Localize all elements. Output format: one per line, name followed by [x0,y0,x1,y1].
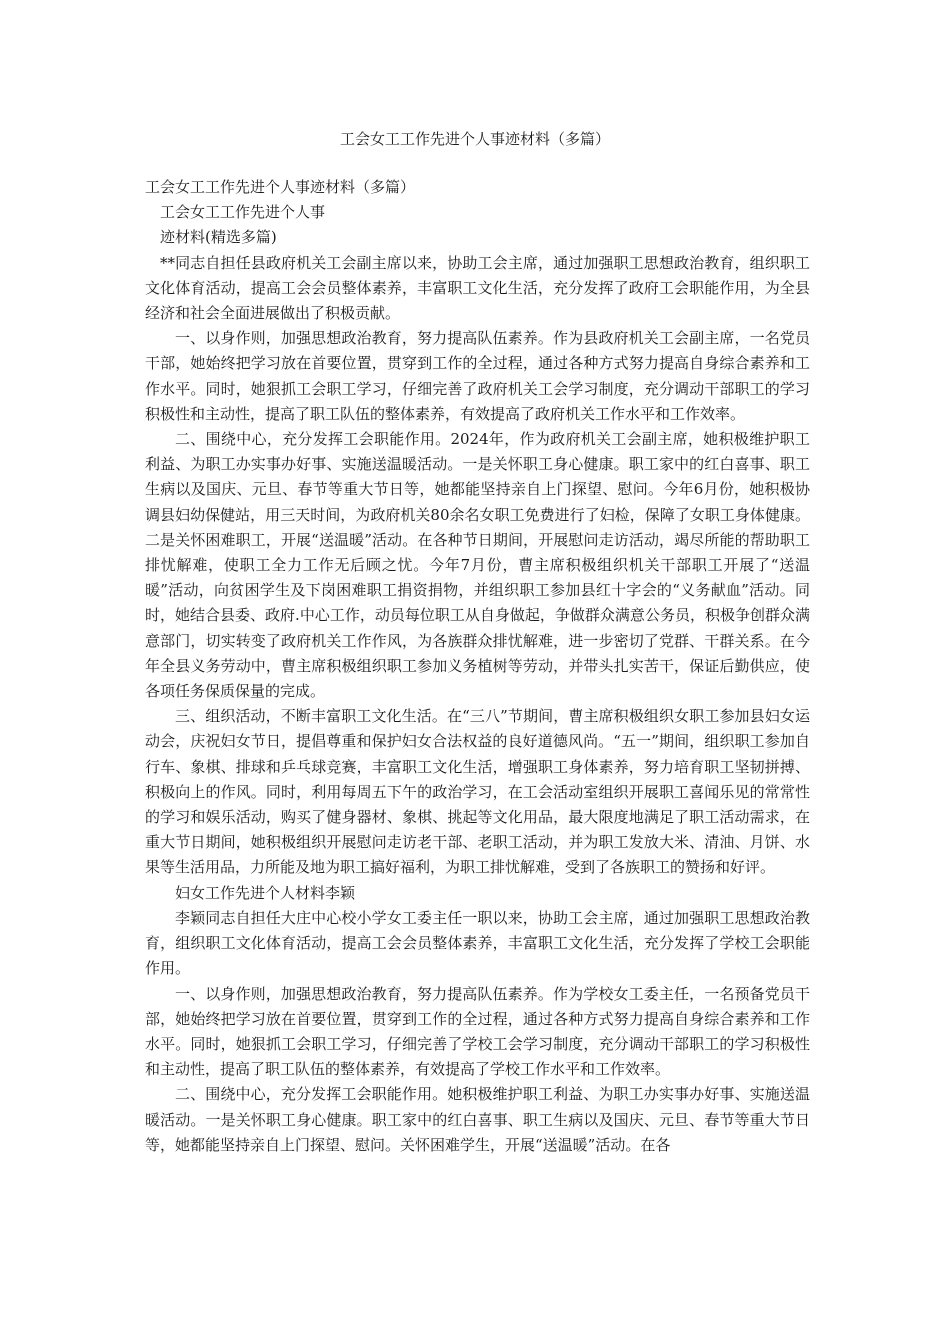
document-body [145,175,810,1158]
subheading-line: 工会女工工作先进个人事 [160,203,326,222]
body-paragraph: **同志自担任县政府机关工会副主席以来，协助工会主席，通过加强职工思想政治教育，组织职工文化体育活动，提高工会会员整体素养，丰富职工文化生活，充分发挥了政府工会职能作用，为全县经济和社会全面进展做出了积极贡献。 [145,253,810,323]
body-paragraph: 一、以身作则，加强思想政治教育，努力提高队伍素养。作为学校女工委主任，一名预备党员干部，她始终把学习放在首要位置，贯穿到工作的全过程，通过各种方式努力提高自身综合素养和工作水平。同时，她狠抓工会职工学习，仔细完善了学校工会学习制度，充分调动干部职工的学习积极性和主动性，提高了职工队伍的整体素养，有效提高了学校工作水平和工作效率。 [145,984,810,1079]
section-heading: 妇女工作先进个人材料李颖 [175,883,356,902]
document-title: 工会女工工作先进个人事迹材料（多篇） [339,130,610,148]
heading-line: 工会女工工作先进个人事迹材料（多篇） [145,178,416,196]
subheading-line: 迹材料(精选多篇) [160,228,277,247]
body-paragraph: 三、组织活动，不断丰富职工文化生活。在“三八”节期间，曹主席积极组织女职工参加县妇女运动会，庆祝妇女节日，提倡尊重和保护妇女合法权益的良好道德风尚。“五一”期间，组织职工参加自行车、象棋、排球和乒乓球竞赛，丰富职工文化生活，增强职工身体素养，努力培育职工坚韧拼搏、积极向上的作风。同时，利用每周五下午的政治学习，在工会活动室组织开展职工喜闻乐见的常常性的学习和娱乐活动，购买了健身器材、象棋、挑起等文化用品，最大限度地满足了职工活动需求，在重大节日期间，她积极组织开展慰问走访老干部、老职工活动，并为职工发放大米、清油、月饼、水果等生活用品，力所能及地为职工搞好福利，为职工排忧解难，受到了各族职工的赞扬和好评。 [145,707,810,877]
body-paragraph: 李颖同志自担任大庄中心校小学女工委主任一职以来，协助工会主席，通过加强职工思想政治教育，组织职工文化体育活动，提高工会会员整体素养，丰富职工文化生活，充分发挥了学校工会职能作用。 [145,908,810,978]
body-paragraph: 二、围绕中心，充分发挥工会职能作用。她积极维护职工利益、为职工办实事办好事、实施送温暖活动。一是关怀职工身心健康。职工家中的红白喜事、职工生病以及国庆、元旦、春节等重大节日等，她都能坚持亲自上门探望、慰问。关怀困难学生，开展“送温暖”活动。在各 [145,1085,810,1154]
body-paragraph: 一、以身作则，加强思想政治教育，努力提高队伍素养。作为县政府机关工会副主席，一名党员干部，她始终把学习放在首要位置，贯穿到工作的全过程，通过各种方式努力提高自身综合素养和工作水平。同时，她狠抓工会职工学习，仔细完善了政府机关工会学习制度，充分调动干部职工的学习积极性和主动性，提高了职工队伍的整体素养，有效提高了政府机关工作水平和工作效率。 [145,329,810,423]
body-paragraph: 二、围绕中心，充分发挥工会职能作用。2024年，作为政府机关工会副主席，她积极维护职工利益、为职工办实事办好事、实施送温暖活动。一是关怀职工身心健康。职工家中的红白喜事、职工生病以及国庆、元旦、春节等重大节日等，她都能坚持亲自上门探望、慰问。今年6月份，她积极协调县妇幼保健站，用三天时间，为政府机关80余名女职工免费进行了妇检，保障了女职工身体健康。二是关怀困难职工，开展“送温暖”活动。在各种节日期间，开展慰问走访活动，竭尽所能的帮助职工排忧解难，使职工全力工作无后顾之忧。今年7月份，曹主席积极组织机关干部职工开展了“送温暖”活动，向贫困学生及下岗困难职工捐资捐物，并组织职工参加县红十字会的“义务献血”活动。同时，她结合县委、政府.中心工作，动员每位职工从自身做起，争做群众满意公务员，积极争创群众满意部门，切实转变了政府机关工作作风，为各族群众排忧解难，进一步密切了党群、干群关系。在今年全县义务劳动中，曹主席积极组织职工参加义务植树等劳动，并带头扎实苦干，保证后勤供应，使各项任务保质保量的完成。 [145,430,810,701]
